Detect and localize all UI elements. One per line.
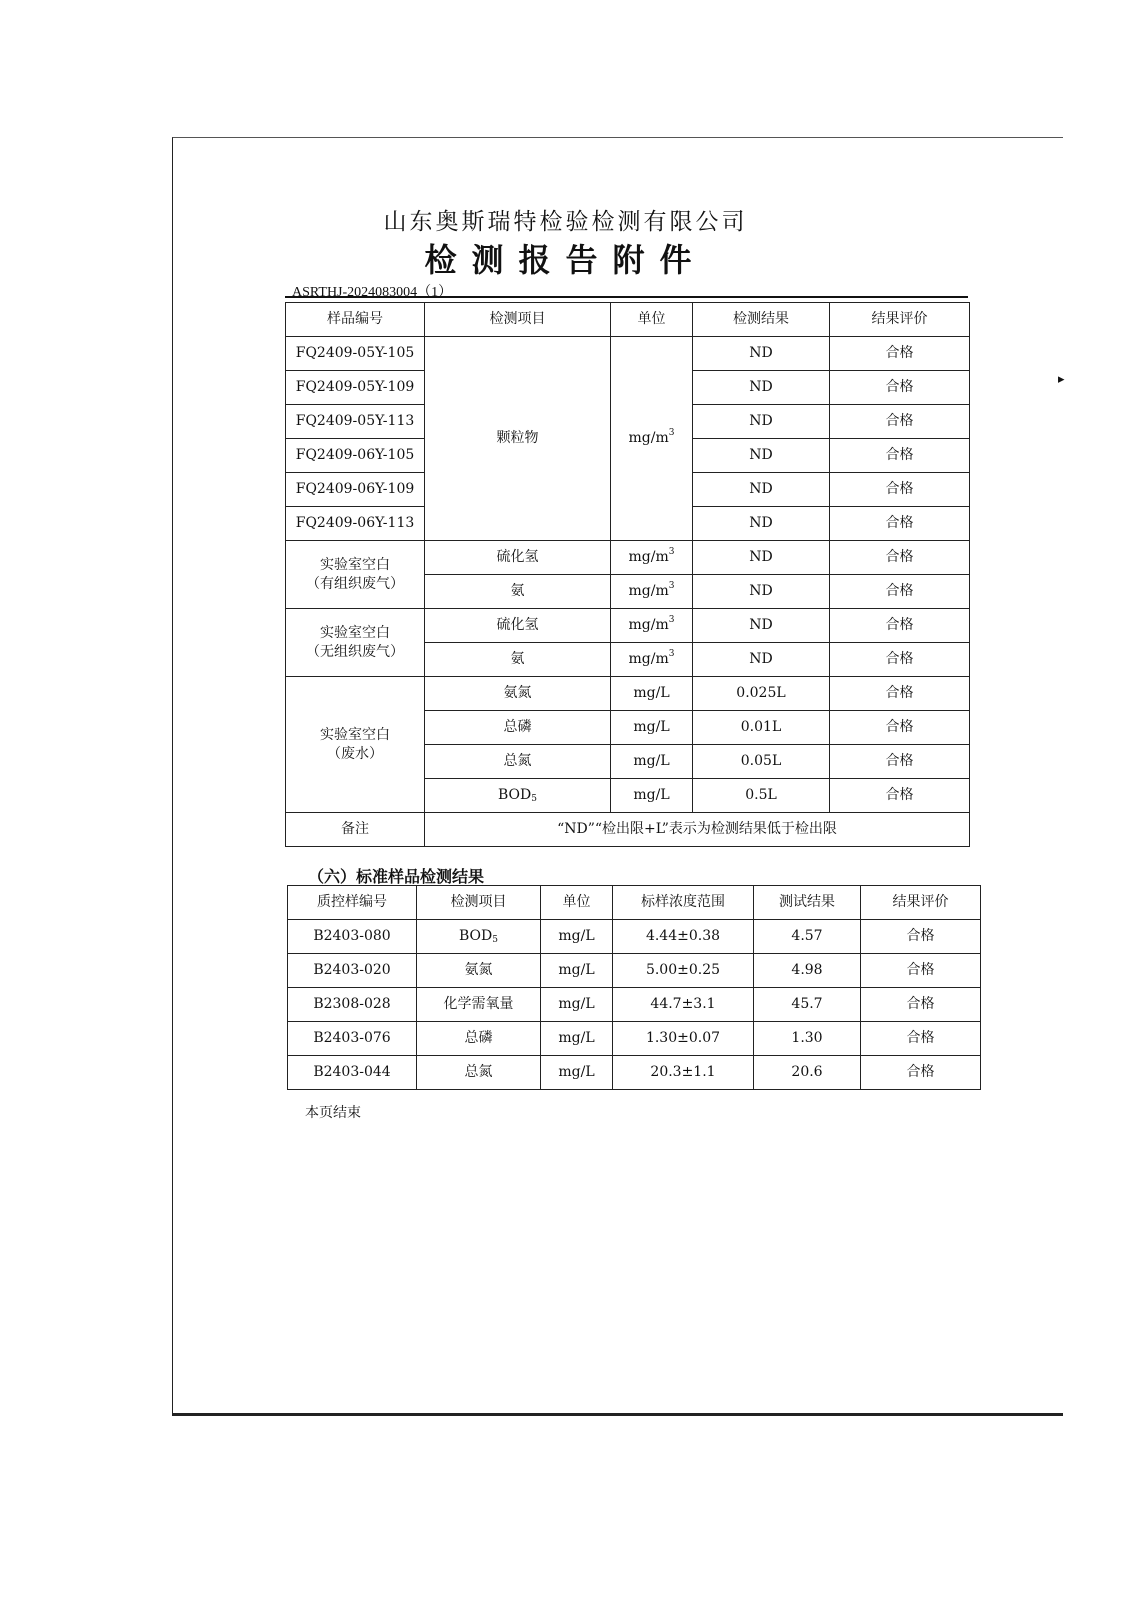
sample-group: 实验室空白 （废水） bbox=[286, 677, 425, 813]
unit: mg/L bbox=[541, 920, 613, 954]
seal-edge-mark: ▸ bbox=[1058, 372, 1065, 387]
test-item: 硫化氢 bbox=[425, 541, 611, 575]
header-cell: 检测结果 bbox=[693, 303, 830, 337]
evaluation: 合格 bbox=[830, 507, 970, 541]
section-title: （六）标准样品检测结果 bbox=[308, 867, 485, 886]
unit: mg/L bbox=[611, 779, 693, 813]
evaluation: 合格 bbox=[861, 920, 981, 954]
test-item: BOD5 bbox=[417, 920, 541, 954]
unit: $mg/m^3$ bbox=[611, 541, 693, 575]
unit: $mg/m^3$ bbox=[611, 609, 693, 643]
table-row bbox=[288, 920, 981, 954]
test-item: 氨 bbox=[425, 575, 611, 609]
header-cell: 测试结果 bbox=[754, 886, 861, 920]
header-cell: 单位 bbox=[541, 886, 613, 920]
test-result: ND bbox=[693, 337, 830, 371]
unit: mg/L bbox=[541, 1022, 613, 1056]
test-result: 0.05L bbox=[693, 745, 830, 779]
test-item: 氨氮 bbox=[417, 954, 541, 988]
evaluation: 合格 bbox=[861, 954, 981, 988]
remark-text: “ND”“检出限+L”表示为检测结果低于检出限 bbox=[425, 813, 970, 847]
standard-range: 5.00±0.25 bbox=[613, 954, 754, 988]
unit: mg/L bbox=[611, 745, 693, 779]
test-item: BOD5 bbox=[425, 779, 611, 813]
unit: mg/L bbox=[611, 711, 693, 745]
table-row bbox=[286, 677, 970, 711]
table-header-row bbox=[288, 886, 981, 920]
qc-sample-id: B2403-044 bbox=[288, 1056, 417, 1090]
test-result: 4.98 bbox=[754, 954, 861, 988]
results-table bbox=[285, 302, 970, 847]
test-result: ND bbox=[693, 473, 830, 507]
evaluation: 合格 bbox=[830, 711, 970, 745]
header-cell: 质控样编号 bbox=[288, 886, 417, 920]
evaluation: 合格 bbox=[861, 1056, 981, 1090]
unit: mg/L bbox=[541, 1056, 613, 1090]
header-cell: 样品编号 bbox=[286, 303, 425, 337]
evaluation: 合格 bbox=[830, 779, 970, 813]
test-result: 4.57 bbox=[754, 920, 861, 954]
evaluation: 合格 bbox=[830, 677, 970, 711]
report-number: ASRTHJ-2024083004（1） bbox=[292, 285, 453, 300]
standard-range: 20.3±1.1 bbox=[613, 1056, 754, 1090]
qc-sample-id: B2403-076 bbox=[288, 1022, 417, 1056]
evaluation: 合格 bbox=[830, 575, 970, 609]
test-item: 颗粒物 bbox=[425, 337, 611, 541]
end-of-page-note: 本页结束 bbox=[305, 1105, 361, 1121]
test-result: 0.5L bbox=[693, 779, 830, 813]
sample-id: FQ2409-06Y-113 bbox=[286, 507, 425, 541]
evaluation: 合格 bbox=[830, 371, 970, 405]
evaluation: 合格 bbox=[861, 988, 981, 1022]
test-result: ND bbox=[693, 609, 830, 643]
table-row bbox=[288, 954, 981, 988]
table-header-row bbox=[286, 303, 970, 337]
test-result: 0.025L bbox=[693, 677, 830, 711]
test-item: 氨氮 bbox=[425, 677, 611, 711]
table-row bbox=[286, 609, 970, 643]
unit: $mg/m^3$ bbox=[611, 575, 693, 609]
evaluation: 合格 bbox=[830, 405, 970, 439]
table-row bbox=[288, 1056, 981, 1090]
sample-id: FQ2409-06Y-109 bbox=[286, 473, 425, 507]
sample-id: FQ2409-05Y-109 bbox=[286, 371, 425, 405]
standard-range: 44.7±3.1 bbox=[613, 988, 754, 1022]
test-result: ND bbox=[693, 405, 830, 439]
test-result: ND bbox=[693, 439, 830, 473]
table-row bbox=[286, 337, 970, 371]
sample-group: 实验室空白 （无组织废气） bbox=[286, 609, 425, 677]
test-result: ND bbox=[693, 643, 830, 677]
evaluation: 合格 bbox=[861, 1022, 981, 1056]
evaluation: 合格 bbox=[830, 473, 970, 507]
evaluation: 合格 bbox=[830, 541, 970, 575]
sample-group: 实验室空白 （有组织废气） bbox=[286, 541, 425, 609]
evaluation: 合格 bbox=[830, 643, 970, 677]
test-item: 总氮 bbox=[417, 1056, 541, 1090]
standard-sample-table bbox=[287, 885, 981, 1090]
remark-row bbox=[286, 813, 970, 847]
qc-sample-id: B2403-080 bbox=[288, 920, 417, 954]
test-item: 氨 bbox=[425, 643, 611, 677]
table-row bbox=[288, 1022, 981, 1056]
unit: $mg/m^3$ bbox=[611, 337, 693, 541]
test-item: 总磷 bbox=[417, 1022, 541, 1056]
test-item: 硫化氢 bbox=[425, 609, 611, 643]
test-item: 总磷 bbox=[425, 711, 611, 745]
sample-id: FQ2409-05Y-105 bbox=[286, 337, 425, 371]
qc-sample-id: B2403-020 bbox=[288, 954, 417, 988]
table-row bbox=[288, 988, 981, 1022]
standard-range: 1.30±0.07 bbox=[613, 1022, 754, 1056]
header-cell: 检测项目 bbox=[425, 303, 611, 337]
unit: mg/L bbox=[611, 677, 693, 711]
header-rule bbox=[285, 296, 968, 298]
evaluation: 合格 bbox=[830, 337, 970, 371]
unit: $mg/m^3$ bbox=[611, 643, 693, 677]
test-result: ND bbox=[693, 507, 830, 541]
test-result: 0.01L bbox=[693, 711, 830, 745]
header-cell: 单位 bbox=[611, 303, 693, 337]
test-result: ND bbox=[693, 575, 830, 609]
evaluation: 合格 bbox=[830, 439, 970, 473]
remark-label: 备注 bbox=[286, 813, 425, 847]
table-row bbox=[286, 541, 970, 575]
test-result: 20.6 bbox=[754, 1056, 861, 1090]
unit: mg/L bbox=[541, 988, 613, 1022]
header-cell: 结果评价 bbox=[830, 303, 970, 337]
test-result: 1.30 bbox=[754, 1022, 861, 1056]
evaluation: 合格 bbox=[830, 609, 970, 643]
test-result: ND bbox=[693, 371, 830, 405]
unit: mg/L bbox=[541, 954, 613, 988]
report-title: 检测报告附件 bbox=[424, 241, 707, 279]
evaluation: 合格 bbox=[830, 745, 970, 779]
test-result: 45.7 bbox=[754, 988, 861, 1022]
sample-id: FQ2409-05Y-113 bbox=[286, 405, 425, 439]
header-cell: 结果评价 bbox=[861, 886, 981, 920]
test-item: 化学需氧量 bbox=[417, 988, 541, 1022]
test-item: 总氮 bbox=[425, 745, 611, 779]
header-cell: 标样浓度范围 bbox=[613, 886, 754, 920]
sample-id: FQ2409-06Y-105 bbox=[286, 439, 425, 473]
qc-sample-id: B2308-028 bbox=[288, 988, 417, 1022]
test-result: ND bbox=[693, 541, 830, 575]
standard-range: 4.44±0.38 bbox=[613, 920, 754, 954]
header-cell: 检测项目 bbox=[417, 886, 541, 920]
company-name: 山东奥斯瑞特检验检测有限公司 bbox=[383, 209, 748, 235]
